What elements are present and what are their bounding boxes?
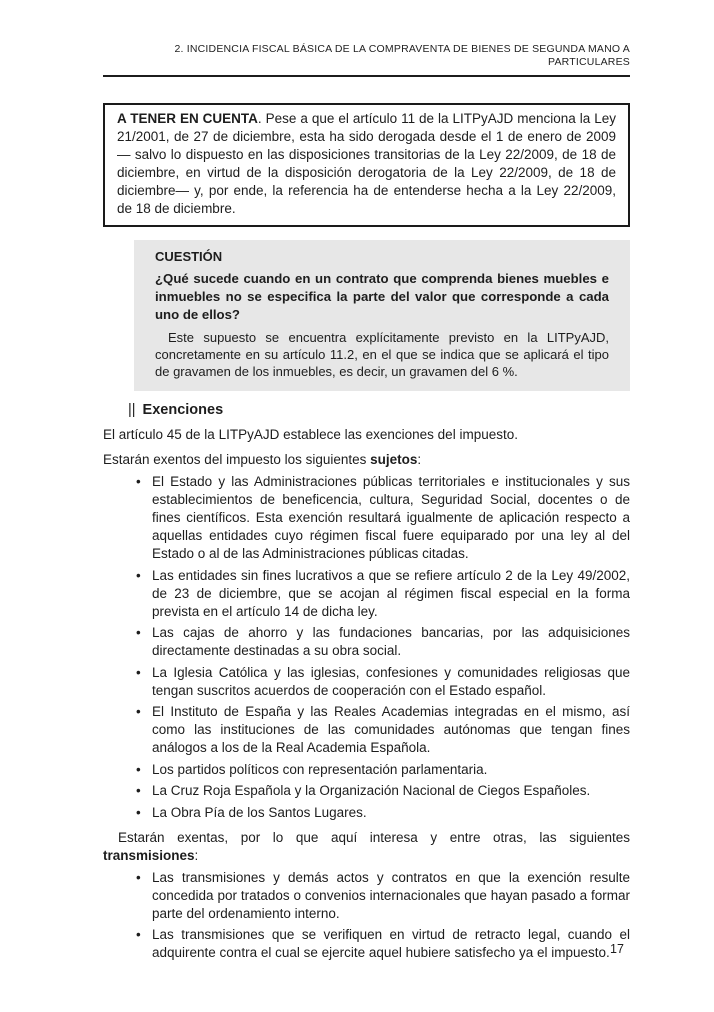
list-item-text: El Estado y las Administraciones públicas territoriales e institucionales y sus establecimientos de beneficencia, cultura, Seguridad Social, docentes o de fines científicos. Esta exención resultará igualmente de aplicación respecto a aquellas entidades cuyo régimen fiscal fuere equiparado por una ley al del Estado o al de las Administraciones públicas citadas. — [152, 474, 630, 561]
transmissions-bold-word: transmisiones — [103, 847, 195, 863]
section-title: Exenciones — [142, 402, 224, 418]
transmissions-list — [103, 869, 630, 963]
intro-paragraph: El artículo 45 de la LITPyAJD establece las exenciones del impuesto. — [103, 427, 518, 442]
list-item-text: El Instituto de España y las Reales Academias integradas en el mismo, así como las instituciones de las comunidades autónomas que tengan fines análogos a los de la Real Academia Española. — [152, 704, 630, 755]
note-box-lead: A TENER EN CUENTA — [117, 111, 258, 126]
list-item — [152, 473, 630, 563]
list-item — [152, 926, 630, 962]
list-item — [152, 624, 630, 660]
list-item-text: La Cruz Roja Española y la Organización Nacional de Ciegos Españoles. — [152, 783, 591, 798]
subjects-lead-paragraph — [103, 451, 630, 469]
list-item — [152, 869, 630, 923]
subjects-tail: : — [417, 452, 422, 467]
list-item — [152, 782, 630, 800]
subjects-list — [103, 473, 630, 822]
list-item-text: Las cajas de ahorro y las fundaciones bancarias, por las adquisiciones directamente destinadas a su obra social. — [152, 625, 630, 658]
list-item-text: Las transmisiones que se verifiquen en virtud de retracto legal, cuando el adquirente contra el cual se ejercite aquel hubiere satisfecho ya el impuesto. — [152, 927, 630, 960]
list-item-text: Los partidos políticos con representación parlamentaria. — [152, 761, 488, 777]
transmissions-lead-paragraph — [103, 829, 630, 865]
list-item — [152, 761, 630, 779]
note-box-body: . Pese a que el artículo 11 de la LITPyAJD menciona la Ley 21/2001, de 27 de diciembre, esta ha sido derogada desde el 1 de enero de 2009 — salvo lo dispuesto en las disposiciones transitorias de la Ley 22/2009, de 18 de diciembre, en virtud de la disposición derogatoria de la Ley 22/2009, de 18 de diciembre— y, por ende, la referencia ha de entenderse hecha a la Ley 22/2009, de 18 de diciembre. — [117, 111, 616, 216]
list-item — [152, 567, 630, 621]
question-box-title: CUESTIÓN — [155, 249, 223, 264]
subjects-bold-word: sujetos — [370, 452, 418, 467]
list-item-text: Las entidades sin fines lucrativos a que se refiere artículo 2 de la Ley 49/2002, de 23 de diciembre, que se acojan al régimen fiscal especial en la forma prevista en el artículo 14 de dicha ley. — [152, 567, 630, 619]
transmissions-lead: Estarán exentas, por lo que aquí interesa y entre otras, las siguientes — [118, 829, 630, 845]
list-item-text: Las transmisiones y demás actos y contratos en que la exención resulte concedida por tratados o convenios internacionales que hayan pasado a formar parte del ordenamiento interno. — [152, 869, 630, 921]
list-item-text: La Obra Pía de los Santos Lugares. — [152, 804, 367, 820]
answer-text: Este supuesto se encuentra explícitamente previsto en la LITPyAJD, concretamente en su artículo 11.2, en el que se indica que se aplicará el tipo de gravamen de los inmuebles, es decir, un gravamen del 6 %. — [155, 330, 609, 379]
list-item — [152, 664, 630, 700]
question-text: ¿Qué sucede cuando en un contrato que comprenda bienes muebles e inmuebles no se especifica la parte del valor que corresponde a cada uno de ellos? — [155, 271, 609, 322]
list-item — [152, 804, 630, 822]
question-box — [134, 240, 630, 391]
section-heading — [128, 401, 630, 419]
note-box — [103, 103, 630, 227]
running-header — [103, 43, 630, 77]
transmissions-tail: : — [194, 847, 199, 863]
running-header-title: 2. INCIDENCIA FISCAL BÁSICA DE LA COMPRAVENTA DE BIENES DE SEGUNDA MANO A PARTICULARES — [174, 43, 630, 68]
subjects-lead: Estarán exentos del impuesto los siguientes — [103, 452, 371, 467]
double-bar-marker: || — [128, 402, 136, 418]
list-item — [152, 703, 630, 757]
page-content — [103, 43, 630, 962]
list-item-text: La Iglesia Católica y las iglesias, confesiones y comunidades religiosas que tengan suscritos acuerdos de cooperación con el Estado español. — [152, 664, 630, 698]
page-number: 17 — [610, 942, 624, 956]
